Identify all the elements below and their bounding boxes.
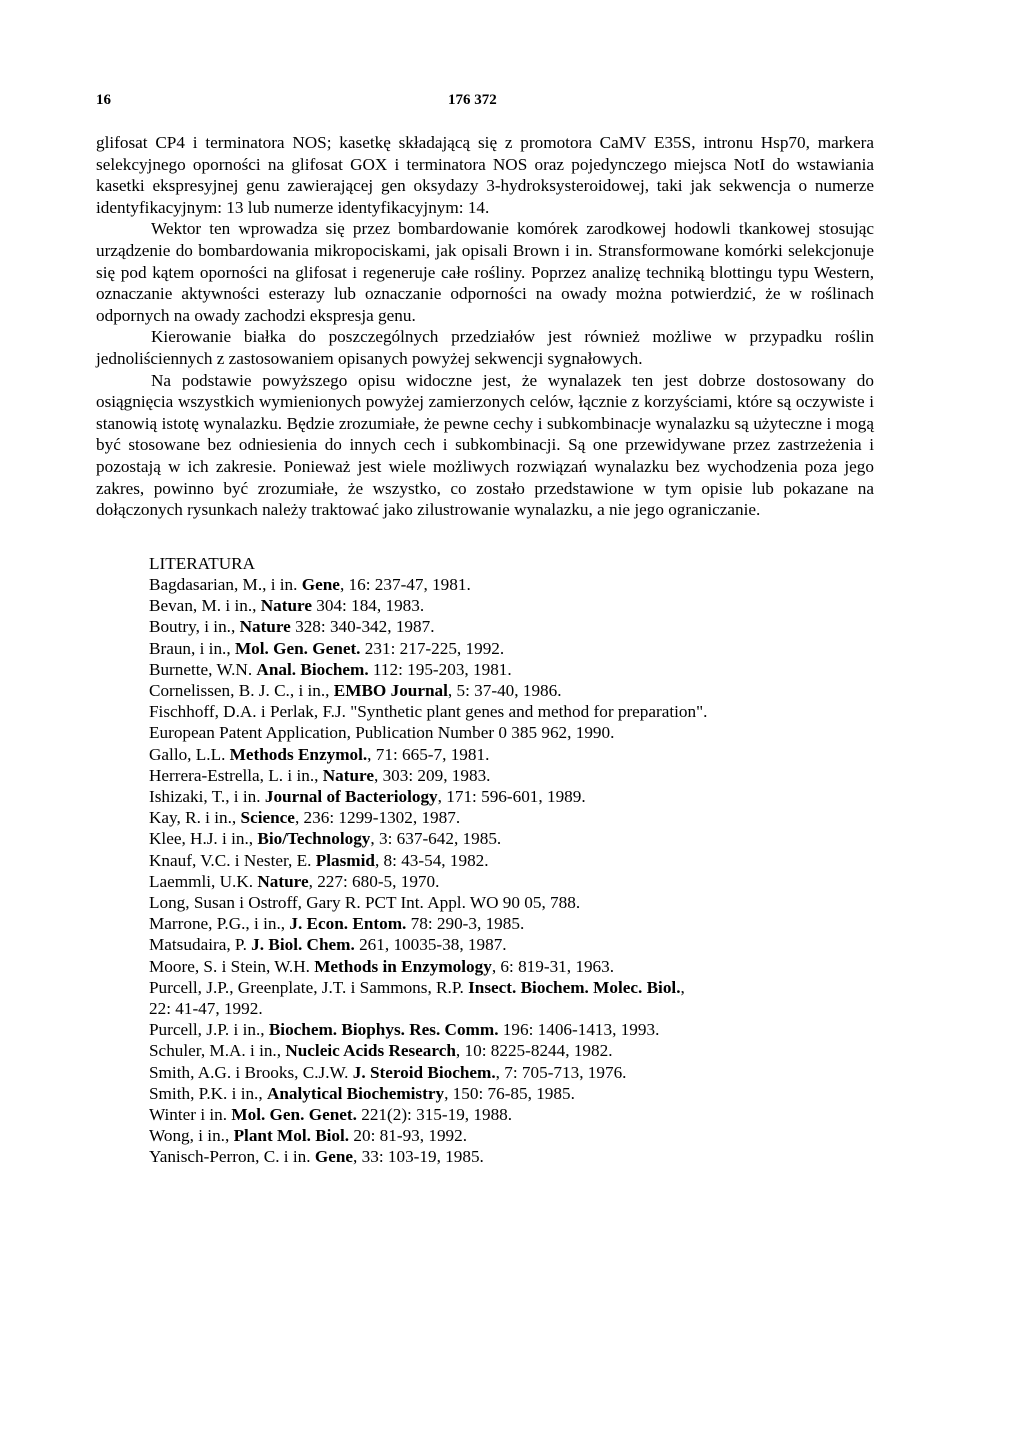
reference-text: 22: 41-47, 1992. bbox=[149, 998, 263, 1018]
reference-text: Yanisch-Perron, C. i in. bbox=[149, 1147, 315, 1167]
references-section bbox=[149, 553, 874, 1168]
reference-text: Schuler, M.A. i in., bbox=[149, 1041, 286, 1061]
reference-text: , 303: 209, 1983. bbox=[373, 765, 491, 785]
reference-source: Methods Enzymol. bbox=[229, 744, 368, 764]
reference-text: , 7: 705-713, 1976. bbox=[495, 1062, 627, 1082]
reference-text: Kay, R. i in., bbox=[149, 808, 241, 828]
reference-text: Purcell, J.P. i in., bbox=[149, 1020, 269, 1040]
paragraph: glifosat CP4 i terminatora NOS; kasetkę składającą się z promotora CaMV E35S, intronu Hsp70, markera selekcyjnego oporności na glifosat GOX i terminatora NOS oraz pojedynczego miejsca NotI do wstawiania kasetki ekspresyjnej genu zawierającej gen oksydazy 3-hydroksysteroidowej, taki jak sekwencja o numerze identyfikacyjnym: 13 lub numerze identyfikacyjnym: 14. bbox=[96, 133, 874, 217]
reference-text: Purcell, J.P., Greenplate, J.T. i Sammons, R.P. bbox=[149, 977, 469, 997]
reference-text: Winter i in. bbox=[149, 1104, 232, 1124]
reference-text: Boutry, i in., bbox=[149, 617, 240, 637]
patent-number: 176 372 bbox=[448, 92, 497, 108]
reference-source: Science bbox=[240, 808, 295, 828]
reference-entry bbox=[149, 1040, 874, 1061]
reference-entry bbox=[149, 850, 874, 871]
reference-source: J. Econ. Entom. bbox=[289, 914, 407, 934]
reference-text: 20: 81-93, 1992. bbox=[349, 1126, 468, 1146]
reference-entry bbox=[149, 956, 874, 977]
reference-text: Bagdasarian, M., i in. bbox=[149, 574, 302, 594]
reference-entry bbox=[149, 998, 874, 1019]
reference-text: , 16: 237-47, 1981. bbox=[339, 574, 471, 594]
reference-text: Burnette, W.N. bbox=[149, 659, 257, 679]
reference-source: Biochem. Biophys. Res. Comm. bbox=[268, 1020, 499, 1040]
reference-source: Nature bbox=[239, 617, 291, 637]
reference-text: 112: 195-203, 1981. bbox=[368, 659, 512, 679]
reference-entry bbox=[149, 913, 874, 934]
reference-entry bbox=[149, 701, 874, 722]
reference-text: 196: 1406-1413, 1993. bbox=[498, 1020, 660, 1040]
reference-entry bbox=[149, 1146, 874, 1167]
reference-source: Nature bbox=[257, 871, 309, 891]
reference-text: 304: 184, 1983. bbox=[311, 596, 425, 616]
reference-source: J. Biol. Chem. bbox=[251, 935, 355, 955]
reference-source: Bio/Technology bbox=[257, 829, 371, 849]
reference-entry bbox=[149, 892, 874, 913]
reference-text: 231: 217-225, 1992. bbox=[360, 638, 505, 658]
reference-source: Mol. Gen. Genet. bbox=[234, 638, 361, 658]
reference-source: Plant Mol. Biol. bbox=[233, 1126, 350, 1146]
reference-entry bbox=[149, 595, 874, 616]
reference-source: Gene bbox=[314, 1147, 354, 1167]
reference-text: Gallo, L.L. bbox=[149, 744, 230, 764]
reference-entry bbox=[149, 1062, 874, 1083]
reference-text: Cornelissen, B. J. C., i in., bbox=[149, 680, 334, 700]
reference-source: Nature bbox=[322, 765, 374, 785]
reference-entry bbox=[149, 828, 874, 849]
reference-text: Bevan, M. i in., bbox=[149, 596, 261, 616]
paragraph: Na podstawie powyższego opisu widoczne jest, że wynalazek ten jest dobrze dostosowany do osiągnięcia wszystkich wymienionych powyżej zamierzonych celów, łącznie z korzyściami, które są oczywiste i stanowią istotę wynalazku. Będzie zrozumiałe, że pewne cechy i subkombinacje wynalazku są użyteczne i mogą być stosowane bez odniesienia do innych cech i subkombinacji. Są one przewidywane przez zastrzeżenia i pozostają w ich zakresie. Ponieważ jest wiele możliwych rozwiązań wynalazku bez wychodzenia poza jego zakres, powinno być zrozumiałe, że wszystko, co zostało przedstawione w tym opisie lub pokazane na dołączonych rysunkach należy traktować jako zilustrowanie wynalazku, a nie jego ograniczanie. bbox=[96, 370, 874, 520]
reference-source: Gene bbox=[301, 574, 340, 594]
reference-list bbox=[149, 574, 874, 1168]
reference-source: Mol. Gen. Genet. bbox=[231, 1104, 357, 1124]
reference-text: , 33: 103-19, 1985. bbox=[353, 1147, 484, 1167]
reference-text: , 150: 76-85, 1985. bbox=[444, 1083, 575, 1103]
reference-text: Ishizaki, T., i in. bbox=[149, 786, 265, 806]
paragraph: Kierowanie białka do poszczególnych przedziałów jest również możliwe w przypadku roślin jednoliściennych z zastosowaniem opisanych powyżej sekwencji sygnałowych. bbox=[96, 327, 874, 368]
reference-source: Journal of Bacteriology bbox=[264, 786, 438, 806]
reference-text: , 71: 665-7, 1981. bbox=[367, 744, 490, 764]
reference-entry bbox=[149, 638, 874, 659]
reference-text: , 3: 637-642, 1985. bbox=[370, 829, 502, 849]
reference-text: Laemmli, U.K. bbox=[149, 871, 258, 891]
reference-entry bbox=[149, 871, 874, 892]
reference-text: , 8: 43-54, 1982. bbox=[374, 850, 489, 870]
reference-text: 261, 10035-38, 1987. bbox=[354, 935, 507, 955]
reference-source: J. Steroid Biochem. bbox=[352, 1062, 496, 1082]
reference-text: 221(2): 315-19, 1988. bbox=[356, 1104, 513, 1124]
reference-text: Matsudaira, P. bbox=[149, 935, 252, 955]
reference-entry bbox=[149, 659, 874, 680]
reference-source: Insect. Biochem. Molec. Biol. bbox=[468, 977, 681, 997]
reference-text: 78: 290-3, 1985. bbox=[406, 914, 525, 934]
reference-text: Smith, A.G. i Brooks, C.J.W. bbox=[149, 1062, 353, 1082]
patent-page bbox=[96, 92, 874, 1168]
reference-text: , bbox=[680, 977, 685, 997]
reference-entry bbox=[149, 616, 874, 637]
reference-text: Marrone, P.G., i in., bbox=[149, 914, 290, 934]
description-body bbox=[96, 132, 874, 521]
reference-entry bbox=[149, 744, 874, 765]
reference-entry bbox=[149, 934, 874, 955]
reference-text: Klee, H.J. i in., bbox=[149, 829, 258, 849]
reference-entry bbox=[149, 765, 874, 786]
reference-source: Methods in Enzymology bbox=[314, 956, 492, 976]
reference-entry bbox=[149, 1019, 874, 1040]
reference-entry bbox=[149, 786, 874, 807]
page-header bbox=[96, 92, 874, 118]
reference-text: , 5: 37-40, 1986. bbox=[447, 680, 562, 700]
reference-text: , 10: 8225-8244, 1982. bbox=[455, 1041, 613, 1061]
reference-source: Nucleic Acids Research bbox=[285, 1041, 456, 1061]
reference-entry bbox=[149, 722, 874, 743]
reference-text: Long, Susan i Ostroff, Gary R. PCT Int. Appl. WO 90 05, 788. bbox=[149, 892, 581, 912]
page-number: 16 bbox=[96, 92, 111, 108]
reference-text: Moore, S. i Stein, W.H. bbox=[149, 956, 315, 976]
reference-source: Analytical Biochemistry bbox=[266, 1083, 445, 1103]
reference-source: EMBO Journal bbox=[333, 680, 448, 700]
reference-text: , 6: 819-31, 1963. bbox=[491, 956, 615, 976]
reference-entry bbox=[149, 807, 874, 828]
reference-source: Plasmid bbox=[315, 850, 375, 870]
reference-text: Smith, P.K. i in., bbox=[149, 1083, 267, 1103]
reference-text: Knauf, V.C. i Nester, E. bbox=[149, 850, 316, 870]
reference-entry bbox=[149, 1083, 874, 1104]
reference-entry bbox=[149, 1125, 874, 1146]
reference-text: European Patent Application, Publication Number 0 385 962, 1990. bbox=[149, 723, 615, 743]
reference-entry bbox=[149, 1104, 874, 1125]
reference-entry bbox=[149, 977, 874, 998]
reference-entry bbox=[149, 574, 874, 595]
paragraph: Wektor ten wprowadza się przez bombardowanie komórek zarodkowej hodowli tkankowej stosując urządzenie do bombardowania mikropociskami, jak opisali Brown i in. Stransformowane komórki selekcjonuje się pod kątem oporności na glifosat i regeneruje całe rośliny. Poprzez analizę techniką blottingu typu Western, oznaczanie aktywności esterazy lub oznaczanie odporności na owady można potwierdzić, że w roślinach odpornych na owady zachodzi ekspresja genu. bbox=[96, 219, 874, 325]
reference-text: Fischhoff, D.A. i Perlak, F.J. "Synthetic plant genes and method for preparation". bbox=[149, 702, 708, 722]
reference-text: , 236: 1299-1302, 1987. bbox=[294, 808, 461, 828]
reference-text: Wong, i in., bbox=[149, 1126, 234, 1146]
reference-text: , 227: 680-5, 1970. bbox=[308, 871, 440, 891]
reference-source: Nature bbox=[260, 596, 312, 616]
reference-entry bbox=[149, 680, 874, 701]
reference-text: , 171: 596-601, 1989. bbox=[437, 786, 586, 806]
references-heading: LITERATURA bbox=[149, 553, 255, 573]
reference-source: Anal. Biochem. bbox=[256, 659, 369, 679]
reference-text: Herrera-Estrella, L. i in., bbox=[149, 765, 323, 785]
reference-text: Braun, i in., bbox=[149, 638, 235, 658]
reference-text: 328: 340-342, 1987. bbox=[290, 617, 435, 637]
